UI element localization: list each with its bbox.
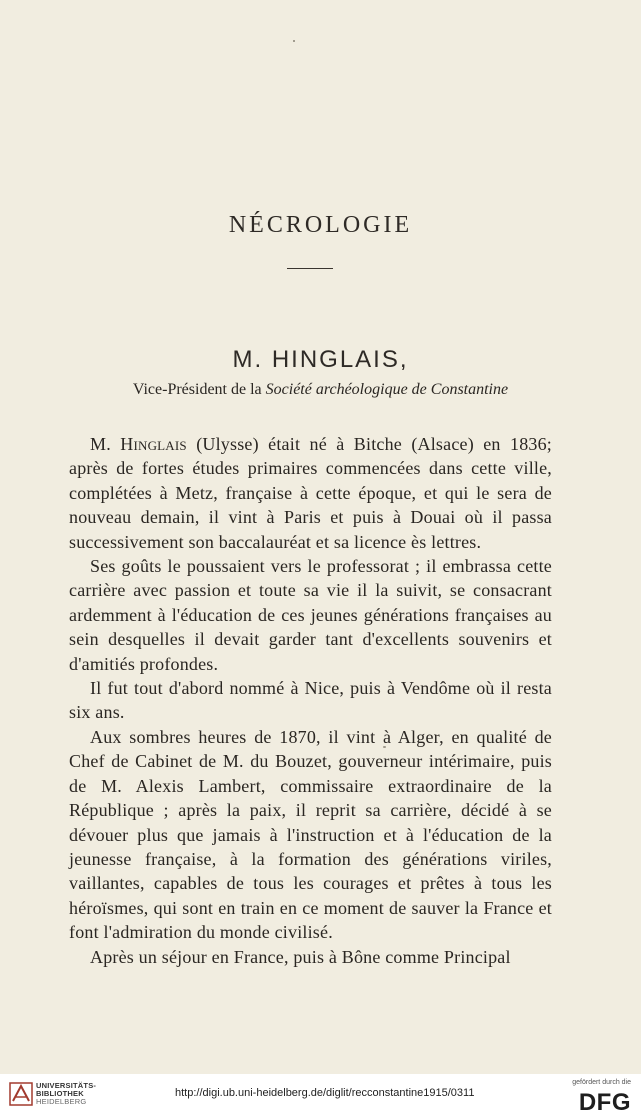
permalink-url[interactable]: http://digi.ub.uni-heidelberg.de/diglit/recconstantine1915/0311 <box>175 1087 475 1099</box>
library-name <box>36 1082 96 1106</box>
paragraph <box>69 432 552 554</box>
person-role <box>0 381 641 399</box>
paper-speck <box>293 40 295 42</box>
obituary-text <box>69 432 552 969</box>
role-prefix: Vice-Président de la <box>132 381 262 398</box>
person-name: M. HINGLAIS, <box>232 346 409 373</box>
paragraph-text: (Ulysse) était né à Bitche (Alsace) en 1836; après de fortes études primaires commencées dans cette ville, complétées à Metz, française à cette époque, et qui le sera de nouveau demain, il vint à Paris et puis à Douai où il passa successivement son baccalauréat et sa licence ès lettres. <box>69 434 552 552</box>
heading-divider <box>287 268 333 269</box>
viewer-footer <box>0 1074 641 1119</box>
library-name-line: BIBLIOTHEK <box>36 1089 84 1098</box>
library-name-line: UNIVERSITÄTS- <box>36 1081 97 1090</box>
society-name: Société archéologique de Constantine <box>265 381 509 398</box>
funding-note: gefördert durch die <box>572 1079 631 1086</box>
paragraph: Aux sombres heures de 1870, il vint à Alger, en qualité de Chef de Cabinet de M. du Bouzet, gouverneur intérimaire, puis de M. Alexis Lambert, commissaire extraordinaire de la République ; après la paix, il reprit sa carrière, décidé à se dévouer plus que jamais à l'instruction et à l'éducation de la jeunesse française, à la formation des générations viriles, vaillantes, capables de tous les courages et prêtes à tous les héroïsmes, qui sont en train en ce moment de sauver la France et font l'admiration du monde civilisé. <box>69 726 552 943</box>
dfg-logo: DFG <box>578 1089 631 1116</box>
honorific: M. <box>90 434 111 454</box>
paragraph: Après un séjour en France, puis à Bône comme Principal <box>90 946 511 967</box>
library-name-line: HEIDELBERG <box>36 1097 87 1106</box>
library-logo-icon <box>9 1081 33 1107</box>
surname: Hinglais <box>120 434 187 454</box>
section-heading: NÉCROLOGIE <box>228 212 413 238</box>
paragraph: Il fut tout d'abord nommé à Nice, puis à Vendôme où il resta six ans. <box>69 678 552 723</box>
paragraph: Ses goûts le poussaient vers le professorat ; il embrassa cette carrière avec passion et toute sa vie il la suivit, se consacrant ardemment à l'éducation de ces jeunes générations françaises au sein desquelles il devait garder tant d'excellents souvenirs et d'amitiés profondes. <box>69 556 552 674</box>
